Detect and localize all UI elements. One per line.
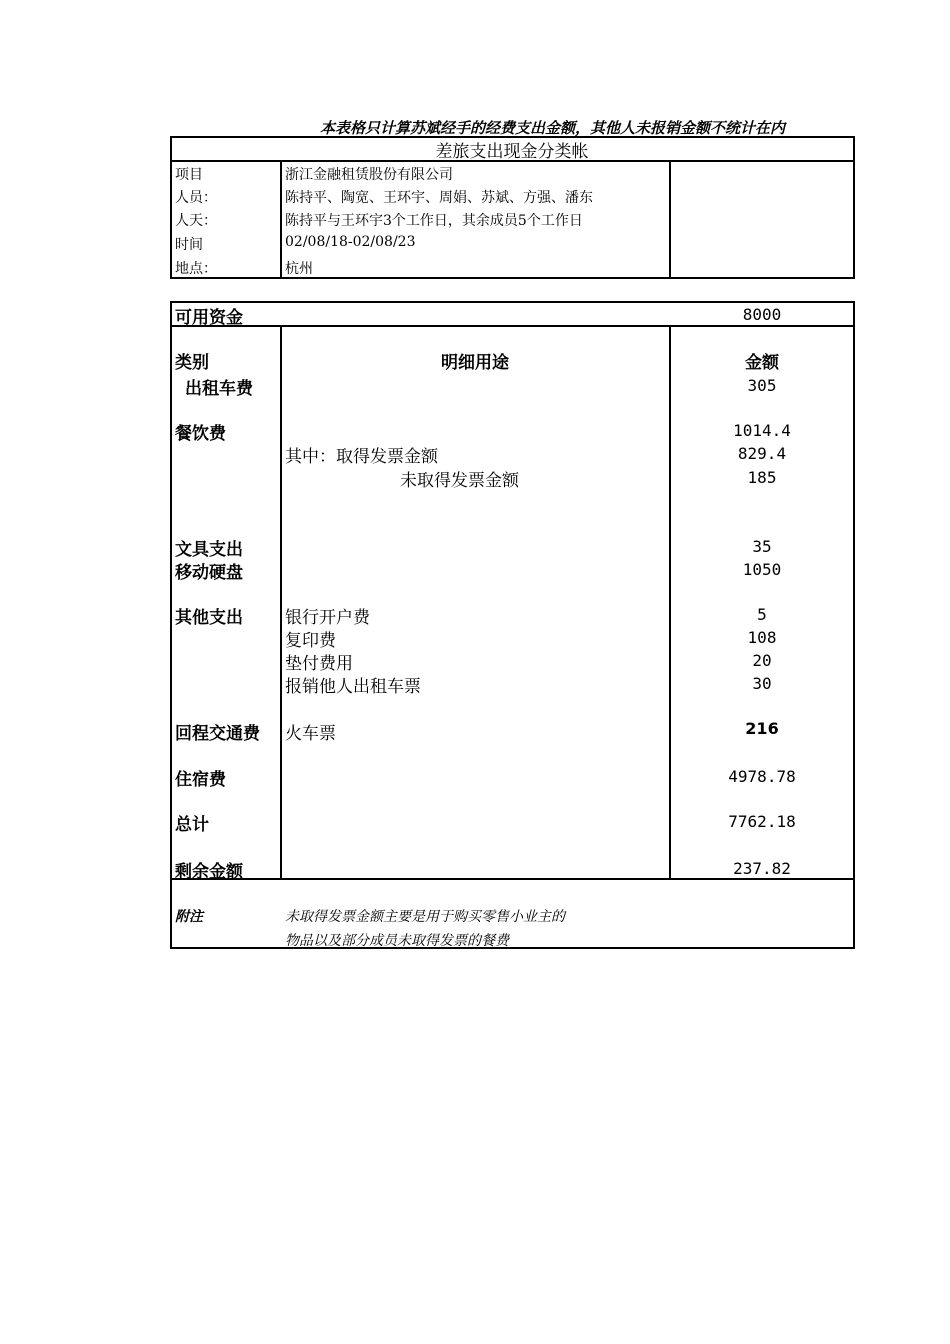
dining-uninvoiced-amount: 185 [747, 468, 777, 487]
dining-uninvoiced-label: 未取得发票金额 [400, 471, 519, 491]
disk-label: 移动硬盘 [175, 563, 243, 583]
other-item-amount: 30 [752, 674, 772, 693]
dining-invoiced-label: 其中：取得发票金额 [285, 447, 438, 467]
disk-amount: 1050 [742, 560, 782, 579]
info-table-title: 差旅支出现金分类帐 [435, 142, 589, 162]
info-value-location: 杭州 [285, 261, 313, 277]
other-item-amount: 108 [747, 628, 777, 647]
column-header-detail: 明细用途 [441, 353, 509, 373]
lodging-label: 住宿费 [175, 770, 226, 790]
ledger-table [170, 301, 855, 949]
footnote-line-1: 未取得发票金额主要是用于购买零售小业主的 [285, 909, 565, 925]
other-item-amount: 20 [752, 651, 772, 670]
info-label-man-days: 人天： [175, 213, 217, 229]
taxi-amount: 305 [747, 376, 777, 395]
ledger-available-divider [170, 325, 855, 327]
return-transport-detail: 火车票 [285, 724, 336, 744]
lodging-amount: 4978.78 [728, 767, 796, 786]
other-label: 其他支出 [175, 608, 243, 628]
remaining-amount: 237.82 [733, 859, 791, 878]
return-transport-amount: 216 [745, 719, 779, 738]
other-item-detail: 垫付费用 [285, 654, 353, 674]
info-value-time: 02/08/18-02/08/23 [285, 234, 416, 250]
top-note: 本表格只计算苏斌经手的经费支出金额，其他人未报销金额不统计在内 [320, 119, 786, 137]
info-label-project: 项目 [175, 167, 203, 183]
stationery-label: 文具支出 [175, 540, 243, 560]
dining-invoiced-amount: 829.4 [737, 444, 787, 463]
dining-label: 餐饮费 [175, 424, 226, 444]
ledger-footnote-divider [170, 878, 855, 880]
other-item-amount: 5 [757, 605, 767, 624]
remaining-label: 剩余金额 [175, 862, 243, 882]
footnote-label: 附注 [175, 909, 203, 925]
footnote-line-2: 物品以及部分成员未取得发票的餐费 [285, 933, 509, 949]
info-label-time: 时间 [175, 237, 203, 253]
info-col-divider-2 [669, 160, 671, 278]
info-label-location: 地点： [175, 261, 217, 277]
info-col-divider-1 [280, 160, 282, 278]
ledger-col-divider-2 [669, 325, 671, 879]
total-label: 总计 [175, 815, 209, 835]
other-item-detail: 复印费 [285, 631, 336, 651]
ledger-col-divider-1 [280, 325, 282, 879]
column-header-category: 类别 [175, 353, 209, 373]
other-item-detail: 报销他人出租车票 [285, 677, 421, 697]
info-value-personnel: 陈持平、陶宽、王环宇、周娟、苏斌、方强、潘东 [285, 190, 593, 206]
info-label-personnel: 人员： [175, 190, 217, 206]
stationery-amount: 35 [752, 537, 772, 556]
available-funds-value: 8000 [742, 305, 782, 324]
dining-amount: 1014.4 [733, 421, 791, 440]
other-item-detail: 银行开户费 [285, 608, 370, 628]
taxi-label: 出租车费 [185, 379, 253, 399]
total-amount: 7762.18 [728, 812, 796, 831]
column-header-amount: 金额 [745, 353, 779, 373]
available-funds-label: 可用资金 [175, 308, 243, 328]
info-value-project: 浙江金融租赁股份有限公司 [285, 167, 453, 183]
info-value-man-days: 陈持平与王环宇3个工作日，其余成员5个工作日 [285, 213, 583, 229]
return-transport-label: 回程交通费 [175, 724, 260, 744]
